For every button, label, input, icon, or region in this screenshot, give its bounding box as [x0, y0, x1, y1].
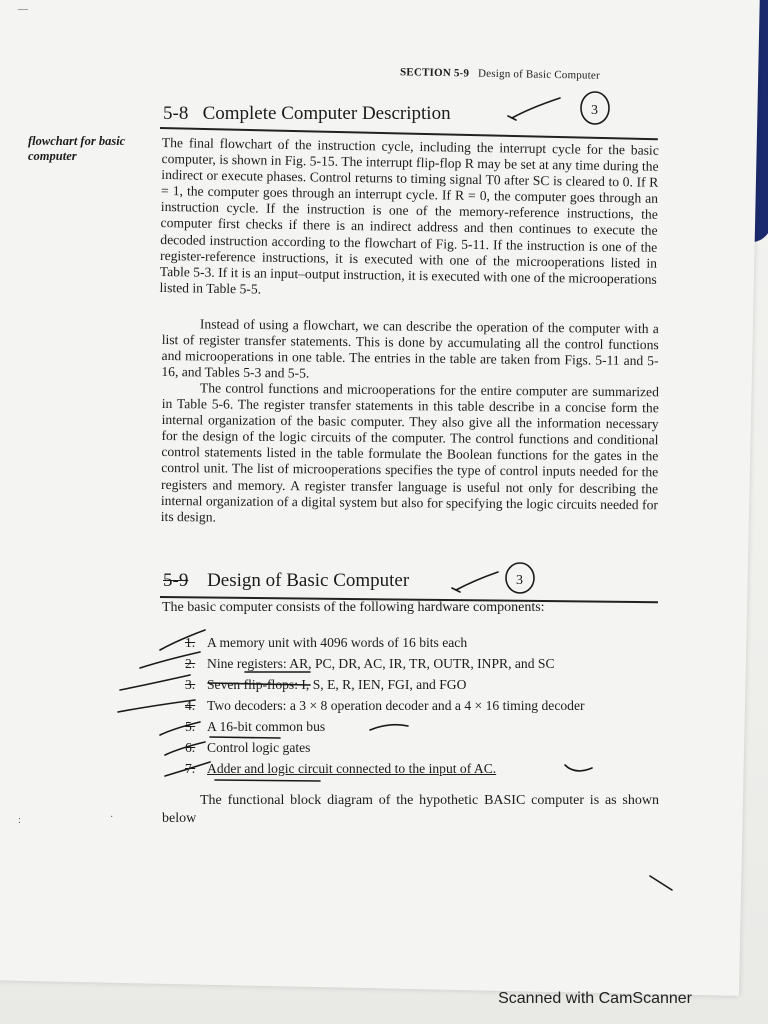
tick-mark [165, 742, 205, 755]
circled-mark-label: 3 [591, 103, 598, 118]
scanner-watermark: Scanned with CamScanner [498, 990, 692, 1007]
scan-speck: : [18, 815, 21, 826]
section-number: 5-8 [163, 103, 189, 124]
underline-mark [215, 780, 320, 781]
list-item: 1. A memory unit with 4096 words of 16 bits each [185, 635, 468, 650]
tick-mark [160, 722, 200, 735]
margin-note: flowchart for basic computer [28, 134, 126, 163]
paragraph-2: Instead of using a flowchart, we can describe the operation of the computer with a list of register transfer statements. This is done by accumulating all the control functions and microoperations in one table. The entries in the table are taken from Figs. 5-11 and 5-16, and Tables 5-3 and 5-5. [161, 316, 659, 381]
tick-mark [456, 572, 498, 590]
list-item: 5. A 16-bit common bus [185, 719, 326, 734]
tick-mark [650, 876, 672, 890]
paragraph-3: The control functions and microoperations for the entire computer are summarized in Table 5-6. The register transfer statements in this table describe in a concise form the internal organization of the basic computer. They also give all the information necessary for the design of the logic circuits of the computer. The control functions and conditional control statements listed in the table formulate the Boolean functions for the gates in the control unit. The list of microoperations specifies the type of control inputs needed for the registers and memory. A register transfer language is useful not only for describing the internal organization of a digital system but also for specifying the logic circuits needed for its design. [160, 380, 659, 525]
list-item: 4. Two decoders: a 3 × 8 operation decoder and a 4 × 16 timing decoder [185, 698, 585, 713]
tick-mark [565, 765, 592, 771]
tick-mark [165, 762, 210, 776]
scan-speck: · [110, 812, 114, 823]
running-header-section: SECTION 5-9 [399, 66, 470, 80]
list-item: 3. Seven flip-flops: I, S, E, R, IEN, FGI, and FGO [185, 677, 467, 692]
section-title: Design of Basic Computer [207, 570, 410, 591]
tick-mark [160, 630, 205, 650]
section-number: 5-9 [163, 570, 189, 591]
tick-mark [370, 725, 408, 730]
components-intro: The basic computer consists of the following hardware components: [162, 600, 545, 615]
tick-mark [140, 652, 200, 668]
list-item: 7. Adder and logic circuit connected to the input of AC. [185, 761, 497, 776]
scan-speck: — [18, 4, 28, 15]
list-item: 2. Nine registers: AR, PC, DR, AC, IR, TR, OUTR, INPR, and SC [185, 656, 555, 671]
tick-mark [512, 98, 560, 118]
tick-mark [120, 675, 190, 690]
underline-mark [210, 737, 280, 738]
list-item: 6. Control logic gates [185, 740, 311, 755]
closing-paragraph: The functional block diagram of the hypothetic BASIC computer is as shown below [162, 793, 659, 826]
paragraph-1: The final flowchart of the instruction cycle, including the interrupt cycle for the basic computer, is shown in Fig. 5-15. The interrupt flip-flop R may be set at any time during the indirect or execute phases. Control returns to timing signal T0 after SC is cleared to 0. If R = 1, the computer goes through an interrupt cycle. If R = 0, the computer goes through an instruction cycle. If the instruction is one of the memory-reference instructions, the computer first checks if there is an indirect address and then continues to execute the decoded instruction according to the flowchart of Fig. 5-11. If the instruction is one of the register-reference instructions, it is executed with one of the microoperations listed in Table 5-3. If it is an input–output instruction, it is executed with one of the microoperations listed in Table 5-5. [159, 135, 659, 297]
tick-mark [118, 700, 195, 712]
circled-mark-label: 3 [516, 573, 523, 588]
running-header-title: Design of Basic Computer [477, 67, 600, 82]
section-title: Complete Computer Description [202, 103, 451, 124]
underline-mark [208, 683, 310, 685]
